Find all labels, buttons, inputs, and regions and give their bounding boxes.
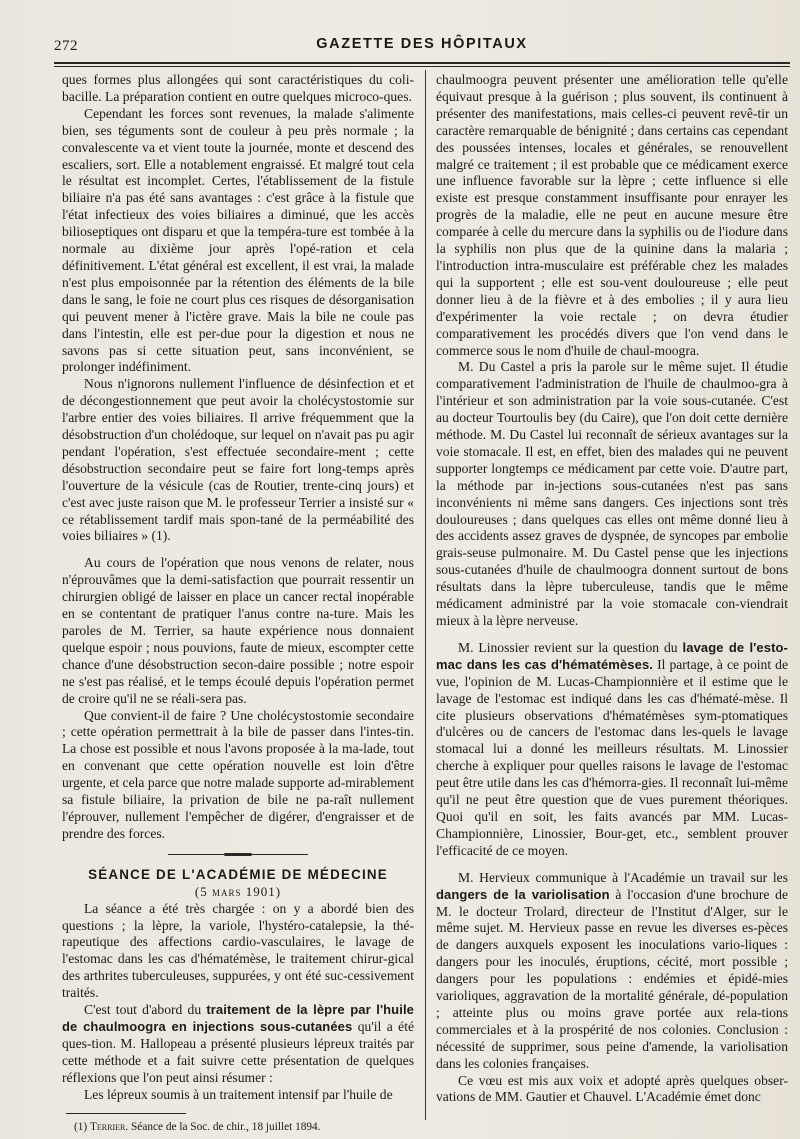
footnote-rule (66, 1113, 186, 1114)
page-number: 272 (54, 38, 78, 54)
paragraph: Nous n'ignorons nullement l'influence de désinfection et et de décongestionnement que peut avoir la cholécystostomie sur l'arbre entier des voies biliaires. Il arrive fréquemment que la désobstruction d'un cholédoque, sur lequel on n'avait pas pu agir pendant l'opération, s'est effectuée secondaire-ment ; cette désobstruction secondaire peut se faire fort long-temps après l'ouverture de la vésicule (cas de Routier, trente-cinq jours) et c'est avec juste raison que M. le professeur Terrier a insisté sur « ce rétablissement tardif mais spon-tané de la perméabilité des voies biliaires » (1). (62, 376, 414, 544)
paragraph: ques formes plus allongées qui sont caractéristiques du coli-bacille. La préparation contient en outre quelques microco-ques. (62, 72, 414, 104)
column-divider (425, 70, 426, 1120)
paragraph: Cependant les forces sont revenues, la malade s'alimente bien, ses téguments sont de couleur à peu près normale ; la convalescente va et vient toute la journée, monte et descend des escaliers, sort. Elle a notablement engraissé. Et malgré tout cela le résultat est incomplet. Certes, l'établissement de la fistule biliaire n'a pas été sans avantages : c'est grâce à la fistule que l'état infectieux des voies biliaires a diminué, que les accès bilioseptiques ont disparu et que la tempéra-ture est tombée à la normale au dixième jour après l'opé-ration et cela définitivement. L'état général est excellent, il est vrai, la malade n'est plus empoisonnée par la rétention des éléments de la bile dans le sang, le foie ne court plus ces risques de désorganisation qui peuvent mener à l'ictère grave. Mais la bile ne coule pas dans l'intestin, elle est per-due pour la digestion et nous ne savons pas si cette situation peut, sans inconvénient, se prolonger indéfiniment. (62, 105, 414, 375)
footnote (74, 1120, 414, 1134)
section-date-month: mars (211, 883, 242, 899)
footnote-number: (1) (74, 1121, 88, 1134)
paragraph (436, 870, 788, 1073)
section-divider-ornament (168, 853, 308, 857)
paragraph: La séance a été très chargée : on y a abordé bien des questions ; la lèpre, la variole, l'hystéro-catalepsie, la thé-rapeutique des affections cardio-vasculaires, le lavage de l'estomac dans les cas d'hématémèse, le traitement chirur-gical des arthrites tuberculeuses, suppurées, y ont été suc-cessivement traités. (62, 900, 414, 1001)
bold-subject: lavage de l'esto-mac dans les cas d'hématémèses. (436, 639, 788, 672)
section-date (62, 884, 414, 901)
paragraph: Les lépreux soumis à un traitement intensif par l'huile de (84, 1086, 393, 1102)
text-run: M. Hervieux communique à l'Académie un travail sur les (458, 869, 788, 885)
paragraph: Au cours de l'opération que nous venons de relater, nous n'éprouvâmes que la demi-satisfaction que pourrait ressentir un chirurgien obligé de laisser en place un cancer rectal inopérable en se contentant de pratiquer l'anus contre na-ture. Mais les paroles de M. Terrier, sa haute expérience nous donnaient quelque espoir ; nous pouvions, faute de mieux, escompter cette chance d'une désobstruction secon-daire possible ; notre espoir ne s'est pas réalisé, et le temps écoulé depuis l'opération permet de croire qu'il ne se réali-sera pas. (62, 555, 414, 706)
paragraph: Ce vœu est mis aux voix et adopté après quelques obser-vations de MM. Gautier et Chauvel. L'Académie émet donc (436, 1072, 788, 1105)
bold-subject: traitement de la lèpre par l'huile de chaulmoogra en injections sous-cutanées (62, 1002, 414, 1034)
text-run: qu'il a été ques-tion. M. Hallopeau a présenté plusieurs lépreux traités par cette méthode et a fait suivre cette présentation de quelques réflexions que l'on peut ainsi résumer : (62, 1018, 415, 1085)
section-title: SÉANCE DE L'ACADÉMIE DE MÉDECINE (88, 866, 388, 882)
right-column (436, 72, 788, 1106)
section-date-day: (5 (194, 883, 208, 899)
paragraph: M. Du Castel a pris la parole sur le même sujet. Il étudie comparativement l'administration de l'huile de chaulmoo-gra à l'intérieur et son administration par la voie sous-cutanée. C'est au docteur Tourtoulis bey (du Caire), que l'on doit cette dernière méthode. M. Du Castel lui reconnaît de sérieux avantages sur la voie stomacale. Il est, en effet, bien des malades qui ne peuvent supporter longtemps ce médicament par cette voie. D'autre part, la méthode par in-jections sous-cutanées n'est pas sans inconvénients ni même sans dangers. Ces injections sont très douloureuses ; dans quelques cas elles ont même donné lieu à des accidents assez graves de dyspnée, de syncopes par embolie grais-seuse pulmonaire. M. Du Castel pense que les injections sous-cutanées d'huile de chaulmoogra donnent surtout de bons résultats dans la lèpre tuberculeuse, tandis que le même médicament administré par la voie stomacale con-viendrait mieux à la lèpre nerveuse. (436, 359, 788, 628)
header-rule-thin (54, 66, 790, 67)
left-column (62, 72, 414, 1134)
text-run: à l'occasion d'une brochure de M. le docteur Trolard, directeur de l'Institut d'Alger, sur le même sujet. M. Hervieux passe en revue les diverses es-pèces de dangers auxquels exposent les inoculations vario-liques : dangers pour les inoculés, éruptions, cécité, mort possible ; dangers pour les populations : endémies et épidé-mies varioliques, aggravation de la mortalité générale, dé-population ; atteinte plus ou moins grave portée aux rela-tions commerciales et à la prospérité de nos colonies. Conclusion : nécessité de supprimer, sous peine d'amende, la variolisation dans les colonies françaises. (436, 886, 788, 1071)
paragraph: Que convient-il de faire ? Une cholécystostomie secondaire ; cette opération permettrait à la bile de passer dans l'intes-tin. La chose est possible et nous l'avons proposée à la ma-lade, tout en convenant que cette opération nouvelle est loin d'être urgente, et cela parce que notre malade supporte ad-mirablement sa fistule biliaire, la privation de bile ne pa-raît nullement l'éprouver, nullement l'empêcher de digérer, d'engraisser et de prendre des forces. (62, 707, 414, 841)
footnote-author: Terrier (90, 1121, 126, 1134)
paragraph: chaulmoogra peuvent présenter une amélioration telle qu'elle équivaut presque à la guérison ; plus souvent, ils continuent à présenter des manifestations, mais celles-ci peuvent revê-tir un caractère remarquable de bénignité ; dans certains cas cependant des poussées intenses, locales et générales, se renouvellent malgré ce traitement ; il est probable que ce médicament exerce une influence favorable sur la lèpre ; cette influence si elle existe est presque constamment insuffisante pour enrayer les progrès de la maladie, elle ne peut en aucune mesure être comparée à celle du mercure dans la syphilis ou de l'iodure dans la syphilis non plus que de la quinine dans la malaria ; l'introduction intra-musculaire est préférable chez les malades qui la supportent ; elle est sou-vent douloureuse ; elle peut donner lieu à de la fièvre et à des embolies ; il y aura lieu d'expérimenter la voie rectale ; on devra étudier comparativement les procédés divers que l'on vend dans le commerce sous le nom d'huile de chaul-moogra. (436, 72, 788, 358)
page-header (54, 30, 790, 58)
header-rule (54, 62, 790, 64)
footnote-text: . Séance de la Soc. de chir., 18 juillet 1894. (125, 1121, 321, 1134)
section-date-year: 1901) (245, 883, 282, 899)
text-run: C'est tout d'abord du (84, 1002, 202, 1018)
paragraph (62, 1002, 414, 1087)
text-run: M. Linossier revient sur la question du (458, 639, 678, 655)
bold-subject: dangers de la variolisation (436, 886, 610, 902)
text-run: Il partage, à ce point de vue, l'opinion de M. Lucas-Championnière et il estime que le lavage de l'estomac est indiqué dans les cas d'hématé-mèse. Il cite plusieurs observations d'hématémèses sym-ptomatiques d'ulcères ou de cancers de l'estomac dans les-quels le lavage stomacal lui a donné les meilleurs résultats. M. Linossier cherche à expliquer pour quelles raisons le lavage de l'estomac peut être utile dans les cas d'hémorra-gies. Il reconnaît lui-même qu'il ne peut être question que de vues purement théoriques. Quoi qu'il en soit, les faits avancés par MM. Lucas-Championnière, Linossier, Bour-get, etc., semblent prouver l'efficacité de ce moyen. (436, 656, 788, 858)
paragraph (436, 640, 788, 860)
journal-title: GAZETTE DES HÔPITAUX (316, 36, 528, 52)
